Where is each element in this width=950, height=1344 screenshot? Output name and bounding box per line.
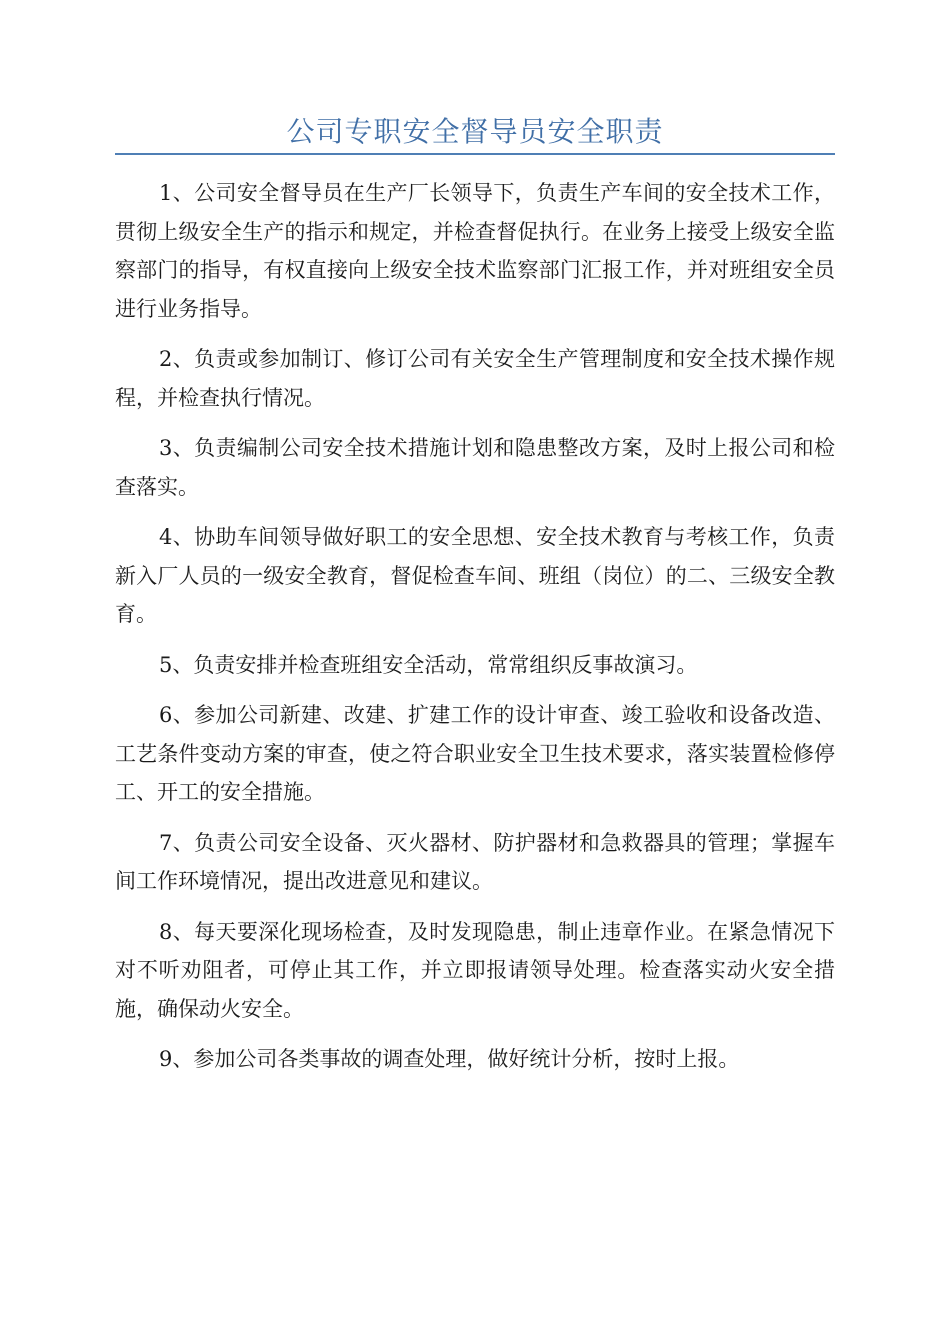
paragraph-4: 4、协助车间领导做好职工的安全思想、安全技术教育与考核工作，负责新入厂人员的一级安全教育，督促检查车间、班组（岗位）的二、三级安全教育。 — [115, 525, 835, 626]
paragraph-1: 1、公司安全督导员在生产厂长领导下，负责生产车间的安全技术工作，贯彻上级安全生产的指示和规定，并检查督促执行。在业务上接受上级安全监察部门的指导，有权直接向上级安全技术监察部门汇报工作，并对班组安全员进行业务指导。 — [115, 181, 835, 321]
title-underline — [115, 153, 835, 155]
paragraph-6: 6、参加公司新建、改建、扩建工作的设计审查、竣工验收和设备改造、工艺条件变动方案的审查，使之符合职业安全卫生技术要求，落实装置检修停工、开工的安全措施。 — [115, 703, 835, 804]
paragraph-8: 8、每天要深化现场检查，及时发现隐患，制止违章作业。在紧急情况下对不听劝阻者，可停止其工作，并立即报请领导处理。检查落实动火安全措施，确保动火安全。 — [115, 919, 835, 1021]
document-body — [115, 174, 835, 1091]
paragraph-5: 5、负责安排并检查班组安全活动，常常组织反事故演习。 — [159, 652, 698, 677]
paragraph-2: 2、负责或参加制订、修订公司有关安全生产管理制度和安全技术操作规程，并检查执行情况。 — [115, 347, 835, 410]
paragraph-9: 9、参加公司各类事故的调查处理，做好统计分析，按时上报。 — [159, 1047, 740, 1071]
document-title: 公司专职安全督导员安全职责 — [286, 115, 664, 148]
paragraph-7: 7、负责公司安全设备、灭火器材、防护器材和急救器具的管理；掌握车间工作环境情况，提出改进意见和建议。 — [115, 830, 835, 893]
paragraph-3: 3、负责编制公司安全技术措施计划和隐患整改方案，及时上报公司和检查落实。 — [115, 436, 835, 499]
